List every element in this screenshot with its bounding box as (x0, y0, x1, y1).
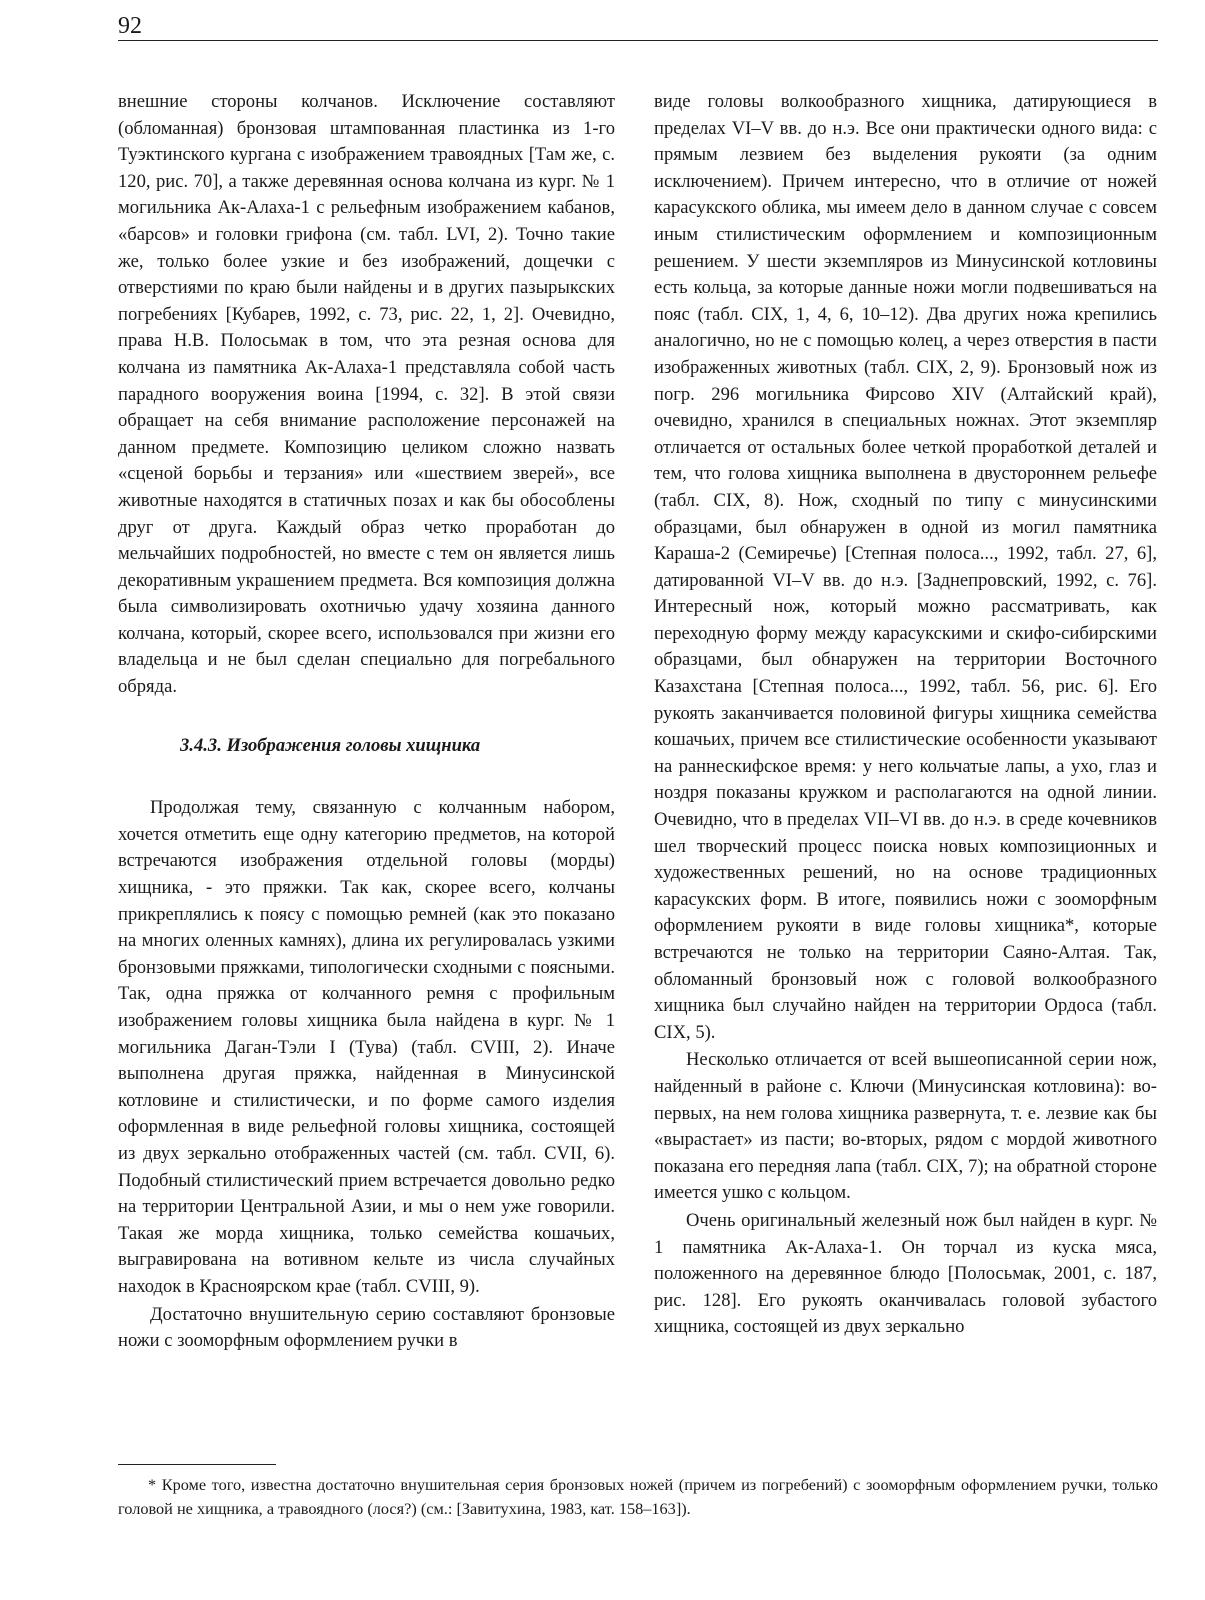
right-column (654, 89, 1157, 1341)
page-number: 92 (118, 13, 142, 39)
paragraph: Несколько отличается от всей вышеописанной серии нож, найденный в районе с. Ключи (Минусинская котловина): во-первых, на нем голова хищника развернута, т. е. лезвие как бы «вырастает» из пасти; во-вторых, рядом с мордой животного показана его передняя лапа (табл. CIX, 7); на обратной стороне имеется ушко с кольцом. (654, 1049, 1157, 1204)
paragraph: Продолжая тему, связанную с колчанным набором, хочется отметить еще одну категорию предметов, на которой встречаются изображения отдельной головы (морды) хищника, - это пряжки. Так как, скорее всего, колчаны прикреплялись к поясу с помощью ремней (как это показано на многих оленных камнях), длина их регулировалась узкими бронзовыми пряжками, типологически сходными с поясными. Так, одна пряжка от колчанного ремня с профильным изображением головы хищника была найдена в кург. № 1 могильника Даган-Тэли I (Тува) (табл. CVIII, 2). Иначе выполнена другая пряжка, найденная в Минусинской котловине и стилистически, и по форме самого изделия оформленная в виде рельефной головы хищника, состоящей из двух зеркально отображенных частей (см. табл. CVII, 6). Подобный стилистический прием встречается довольно редко на территории Центральной Азии, и мы о нем уже говорили. Такая же морда хищника, только семейства кошачьих, выгравирована на вотивном кельте из числа случайных находок в Красноярском крае (табл. CVIII, 9). (118, 797, 615, 1297)
paragraph: виде головы волкообразного хищника, датирующиеся в пределах VI–V вв. до н.э. Все они практически одного вида: с прямым лезвием без выделения рукояти (за одним исключением). Причем интересно, что в отличие от ножей карасукского облика, мы имеем дело в данном случае с совсем иным стилистическим оформлением и композиционным решением. У шести экземпляров из Минусинской котловины есть кольца, за которые данные ножи могли подвешиваться на пояс (табл. CIX, 1, 4, 6, 10–12). Два других ножа крепились аналогично, но не с помощью колец, а через отверстия в пасти изображенных животных (табл. CIX, 2, 9). Бронзовый нож из погр. 296 могильника Фирсово XIV (Алтайский край), очевидно, хранился в специальных ножнах. Этот экземпляр отличается от остальных более четкой проработкой деталей и тем, что голова хищника выполнена в двустороннем рельефе (табл. CIX, 8). Нож, сходный по типу с минусинскими образцами, был обнаружен в одной из могил памятника Караша-2 (Семиречье) [Степная полоса..., 1992, табл. 27, 6], датированной VI–V вв. до н.э. [Заднепровский, 1992, с. 76]. Интересный нож, который можно рассматривать, как переходную форму между карасукскими и скифо-сибирскими образцами, был обнаружен на территории Восточного Казахстана [Степная полоса..., 1992, табл. 56, рис. 6]. Его рукоять заканчивается половиной фигуры хищника семейства кошачьих, причем все стилистические особенности указывают на раннескифское время: у него кольчатые лапы, а ухо, глаз и ноздря показаны кружком и располагаются на одной линии. Очевидно, что в пределах VII–VI вв. до н.э. в среде кочевников шел творческий процесс поиска новых композиционных и художественных решений, но на основе традиционных карасукских форм. В итоге, появились ножи с зооморфным оформлением рукояти в виде головы хищника*, которые встречаются не только на территории Саяно-Алтая. Так, обломанный бронзовый нож с головой волкообразного хищника был случайно найден на территории Ордоса (табл. CIX, 5). (654, 91, 1157, 1043)
header-rule (118, 40, 1158, 41)
paragraph: Очень оригинальный железный нож был найден в кург. № 1 памятника Ак-Алаха-1. Он торчал из куска мяса, положенного на деревянное блюдо [Полосьмак, 2001, с. 187, рис. 128]. Его рукоять оканчивалась головой зубастого хищника, состоящей из двух зеркально (654, 1209, 1157, 1338)
paragraph: внешние стороны колчанов. Исключение составляют (обломанная) бронзовая штампованная пластинка из 1-го Туэктинского кургана с изображением травоядных [Там же, с. 120, рис. 70], а также деревянная основа колчана из кург. № 1 могильника Ак-Алаха-1 с рельефным изображением кабанов, «барсов» и головки грифона (см. табл. LVI, 2). Точно такие же, только более узкие и без изображений, дощечки с отверстиями по краю были найдены и в других пазырыкских погребениях [Кубарев, 1992, с. 73, рис. 22, 1, 2]. Очевидно, права Н.В. Полосьмак в том, что эта резная основа для колчана из памятника Ак-Алаха-1 представляла собой часть парадного вооружения воина [1994, с. 32]. В этой связи обращает на себя внимание расположение персонажей на данном предмете. Композицию целиком сложно назвать «сценой борьбы и терзания» или «шествием зверей», все животные находятся в статичных позах и как бы обособлены друг от друга. Каждый образ четко проработан до мельчайших подробностей, но вместе с тем он является лишь декоративным украшением предмета. Вся композиция должна была символизировать охотничью удачу хозяина данного колчана, который, скорее всего, использовался при жизни его владельца и не был сделан специально для погребального обряда. (118, 91, 615, 698)
footnote-rule (118, 1464, 276, 1465)
left-column (118, 89, 615, 1355)
section-heading: 3.4.3. Изображения головы хищника (180, 734, 481, 756)
footnote: * Кроме того, известна достаточно внушительная серия бронзовых ножей (причем из погребений) с зооморфным оформлением ручки, только головой не хищника, а травоядного (лося?) (см.: [Завитухина, 1983, кат. 158–163]). (118, 1475, 1158, 1518)
paragraph: Достаточно внушительную серию составляют бронзовые ножи с зооморфным оформлением ручки в (118, 1303, 615, 1352)
